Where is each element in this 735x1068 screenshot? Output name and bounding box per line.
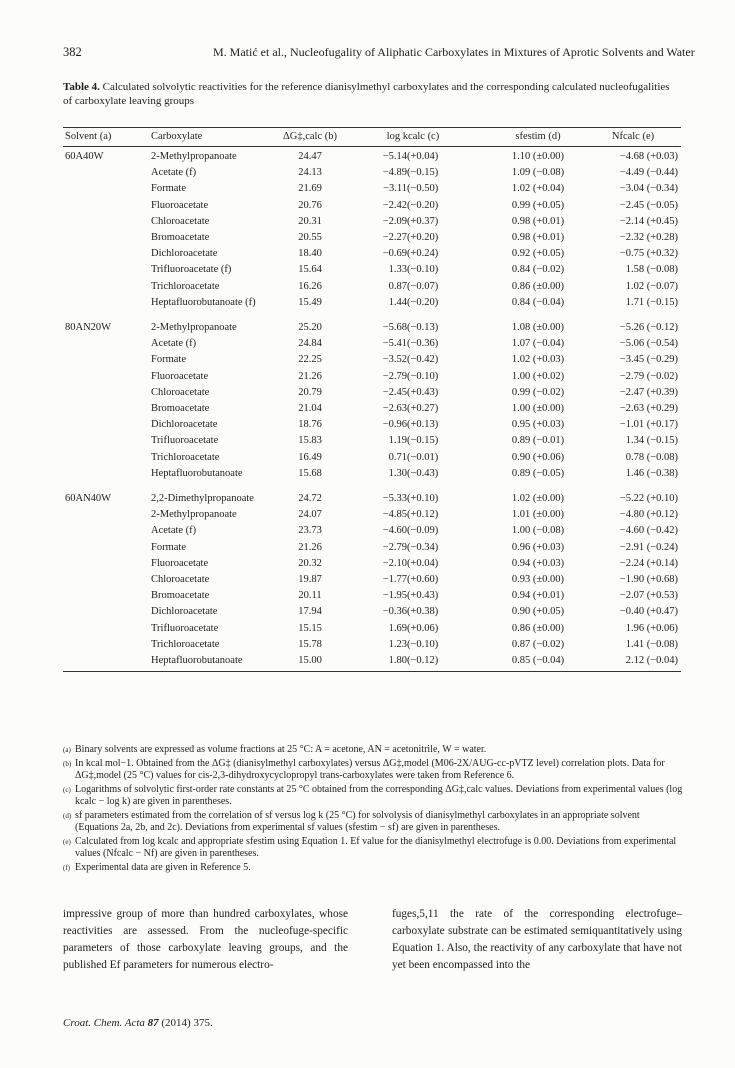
sf-cell: 0.84 (−0.02) (511, 264, 565, 276)
table-label: Table 4. (63, 81, 100, 93)
logk-value: −4.85 (382, 509, 407, 521)
logk-cell (348, 336, 478, 352)
table-row (63, 417, 681, 433)
sf-cell: 0.94 (+0.03) (511, 557, 565, 569)
logk-value: −2.79 (382, 370, 407, 382)
carboxylate-cell: Heptafluorobutanoate (151, 655, 243, 666)
nf-cell: −1.90 (+0.68) (619, 574, 678, 585)
dg-cell: 25.20 (298, 322, 322, 333)
logk-cell (348, 262, 478, 278)
sf-cell: 0.99 (−0.02) (511, 386, 565, 398)
logk-value: −0.96 (382, 419, 407, 431)
nf-cell: −2.07 (+0.53) (619, 590, 678, 602)
running-title: M. Matić et al., Nucleofugality of Aliphatic Carboxylates in Mixtures of Aprotic Solvents and Water (213, 45, 695, 59)
logk-deviation: (−0.10) (407, 264, 439, 276)
logk-cell (348, 198, 478, 214)
logk-cell (348, 352, 478, 368)
solvent-cell: 80AN20W (65, 322, 112, 333)
carboxylate-cell: Heptafluorobutanoate (151, 467, 243, 479)
dg-cell: 24.72 (298, 493, 322, 504)
nf-cell: 2.12 (−0.04) (625, 655, 678, 666)
sf-cell: 1.00 (±0.00) (511, 403, 565, 414)
carboxylate-cell: Fluoroacetate (151, 557, 209, 569)
footnote-text: In kcal mol−1. Obtained from the ΔG‡ (dianisylmethyl carboxylates) versus ΔG‡,model (M06-2X/AUG-cc-pVTZ level) correlation plots. Data for ΔG‡,model (25 °C) values for cis-2,3-dihydroxycyclopropyl trans-carboxylates were taken from Reference 6. (75, 757, 665, 781)
footnotes (63, 744, 683, 875)
logk-value: −1.95 (382, 590, 407, 602)
dg-cell: 20.76 (298, 199, 322, 211)
dg-cell: 17.94 (298, 606, 322, 618)
nf-cell: −1.01 (+0.17) (619, 419, 678, 431)
table-row (63, 588, 681, 604)
footnote-mark: (c) (63, 785, 71, 794)
dg-cell: 24.47 (298, 151, 322, 162)
logk-cell (348, 433, 478, 449)
caption-text: Calculated solvolytic reactivities for the reference dianisylmethyl carboxylates and the corresponding calculated nucleofugalities of carboxylate leaving groups (63, 81, 670, 107)
dg-cell: 21.26 (298, 370, 322, 382)
sf-cell: 0.98 (+0.01) (511, 232, 565, 243)
nf-cell: −5.22 (+0.10) (619, 493, 678, 504)
logk-value: 1.44 (388, 296, 407, 308)
logk-deviation: (+0.38) (407, 606, 439, 618)
logk-deviation: (−0.01) (407, 451, 439, 463)
dg-cell: 21.04 (298, 403, 322, 414)
logk-deviation: (−0.42) (407, 354, 439, 366)
dg-cell: 15.64 (298, 264, 322, 276)
carboxylate-cell: 2-Methylpropanoate (151, 509, 237, 521)
sf-cell: 1.07 (−0.04) (511, 338, 565, 350)
nf-cell: 1.34 (−0.15) (625, 435, 678, 447)
logk-deviation: (−0.43) (407, 467, 439, 479)
sf-cell: 1.10 (±0.00) (511, 151, 565, 162)
carboxylate-cell: Trifluoroacetate (151, 435, 219, 447)
carboxylate-cell: Formate (151, 354, 186, 366)
dg-cell: 24.07 (298, 509, 322, 521)
carboxylate-cell: Fluoroacetate (151, 199, 209, 211)
logk-deviation: (+0.13) (407, 419, 439, 431)
table-row (63, 295, 681, 311)
footnote (63, 810, 683, 835)
logk-value: −2.63 (382, 403, 407, 414)
sf-cell: 1.02 (+0.03) (511, 354, 565, 366)
footnote-text: Logarithms of solvolytic first-order rate constants at 25 °C obtained from the corresponding ΔG‡,calc values. Deviations from experimental values (log kcalc − log k) are given in parentheses. (75, 783, 683, 807)
table-row (63, 149, 681, 165)
table-row (63, 604, 681, 620)
logk-cell (348, 385, 478, 401)
solvent-cell: 60A40W (65, 151, 104, 162)
logk-cell (348, 417, 478, 433)
footnote-text: sf parameters estimated from the correlation of sf versus log k (25 °C) for solvolysis of dianisylmethyl carboxylates in an appropriate solvent (Equations 2a, 2b, and 2c). Deviations from experimental sf values (sfestim − sf) are given in parentheses. (75, 809, 640, 833)
header-logk: log kcalc (c) (386, 131, 440, 142)
nf-cell: 1.02 (−0.07) (625, 280, 678, 292)
dg-cell: 15.78 (298, 638, 322, 650)
carboxylate-cell: Heptafluorobutanoate (f) (151, 296, 256, 308)
sf-cell: 1.08 (±0.00) (511, 322, 565, 333)
sf-cell: 1.00 (−0.08) (511, 525, 565, 537)
logk-deviation: (−0.34) (407, 541, 439, 553)
table-row (63, 262, 681, 278)
table-row (63, 369, 681, 385)
dg-cell: 23.73 (298, 525, 322, 537)
dg-cell: 24.13 (298, 167, 322, 179)
table-row (63, 165, 681, 181)
carboxylate-cell: 2-Methylpropanoate (151, 322, 237, 333)
sf-cell: 0.92 (+0.05) (511, 248, 565, 260)
sf-cell: 1.09 (−0.08) (511, 167, 565, 179)
sf-cell: 0.98 (+0.01) (511, 215, 565, 227)
logk-deviation: (−0.50) (407, 183, 439, 195)
table-row (63, 385, 681, 401)
nf-cell: −4.80 (+0.12) (619, 509, 678, 521)
logk-deviation: (+0.10) (407, 493, 439, 504)
logk-value: −2.09 (382, 215, 407, 227)
table-row (63, 279, 681, 295)
dg-cell: 22.25 (298, 354, 322, 366)
body-text-right: fuges,5,11 the rate of the corresponding electrofuge–carboxylate substrate can be estimated semiquantitatively using Equation 1. Also, the reactivity of any carboxylate that have not yet been encompassed into the (392, 908, 682, 971)
nf-cell: −2.32 (+0.28) (619, 232, 678, 243)
dg-cell: 24.84 (298, 338, 322, 350)
logk-deviation: (−0.15) (407, 167, 439, 179)
table-row (63, 572, 681, 588)
carboxylate-cell: Fluoroacetate (151, 370, 209, 382)
carboxylate-cell: Formate (151, 183, 186, 195)
table-row (63, 491, 681, 507)
nf-cell: −2.47 (+0.39) (619, 386, 678, 398)
carboxylate-cell: Trichloroacetate (151, 451, 220, 463)
table-row (63, 401, 681, 417)
logk-value: −2.27 (382, 232, 407, 243)
sf-cell: 0.94 (+0.01) (511, 590, 565, 602)
footer-journal: Croat. Chem. Acta (63, 1017, 145, 1029)
nf-cell: 0.78 (−0.08) (625, 451, 678, 463)
footnote (63, 784, 683, 809)
dg-cell: 16.26 (298, 280, 322, 292)
sf-cell: 0.96 (+0.03) (511, 541, 565, 553)
logk-cell (348, 604, 478, 620)
carboxylate-cell: Chloroacetate (151, 386, 210, 398)
logk-deviation: (+0.06) (407, 622, 439, 634)
footer-rest: (2014) 375. (161, 1017, 213, 1029)
logk-deviation: (−0.36) (407, 338, 439, 350)
nf-cell: −2.14 (+0.45) (619, 215, 678, 227)
dg-cell: 15.00 (298, 655, 322, 666)
logk-cell (348, 653, 478, 669)
logk-value: −4.89 (382, 167, 407, 179)
table-row (63, 507, 681, 523)
table-row (63, 523, 681, 539)
footnote (63, 836, 683, 861)
nf-cell: −4.60 (−0.42) (619, 525, 678, 537)
header-solvent: Solvent (a) (65, 131, 112, 142)
logk-deviation: (−0.07) (407, 280, 439, 292)
logk-value: −2.45 (382, 386, 407, 398)
footnote-text: Calculated from log kcalc and appropriate sfestim using Equation 1. Ef value for the dianisylmethyl electrofuge is 0.00. Deviations from experimental values (Nfcalc − Nf) are given in parentheses. (75, 835, 677, 859)
logk-deviation: (+0.60) (407, 574, 439, 585)
dg-cell: 18.40 (298, 248, 322, 260)
sf-cell: 1.00 (+0.02) (511, 370, 565, 382)
header-carboxylate: Carboxylate (151, 131, 203, 142)
carboxylate-cell: Trichloroacetate (151, 280, 220, 292)
logk-deviation: (+0.12) (407, 509, 439, 521)
carboxylate-cell: Trifluoroacetate (f) (151, 264, 232, 276)
logk-value: −0.69 (382, 248, 407, 260)
footnote-mark: (d) (63, 811, 72, 820)
table-row (63, 540, 681, 556)
logk-value: 0.71 (388, 451, 407, 463)
logk-value: 1.19 (388, 435, 407, 447)
header-nf: Nfcalc (e) (611, 131, 655, 142)
carboxylate-cell: Bromoacetate (151, 590, 210, 602)
table-row (63, 320, 681, 336)
logk-value: 1.69 (388, 622, 407, 634)
dg-cell: 20.55 (298, 232, 322, 243)
logk-cell (348, 181, 478, 197)
dg-cell: 21.26 (298, 541, 322, 553)
logk-cell (348, 621, 478, 637)
carboxylate-cell: Chloroacetate (151, 574, 210, 585)
nf-cell: −3.04 (−0.34) (619, 183, 678, 195)
solvent-cell: 60AN40W (65, 493, 112, 504)
logk-cell (348, 507, 478, 523)
logk-value: −3.52 (382, 354, 407, 366)
sf-cell: 0.89 (−0.05) (511, 467, 565, 479)
footer-volume: 87 (147, 1017, 159, 1029)
logk-cell (348, 450, 478, 466)
footnote (63, 758, 683, 783)
logk-value: −2.10 (382, 557, 407, 569)
carboxylate-cell: Trifluoroacetate (151, 622, 219, 634)
carboxylate-cell: Dichloroacetate (151, 419, 218, 431)
logk-cell (348, 230, 478, 246)
sf-cell: 0.85 (−0.04) (511, 655, 565, 666)
nf-cell: −2.45 (−0.05) (619, 199, 678, 211)
sf-cell: 0.87 (−0.02) (511, 638, 565, 650)
nf-cell: 1.41 (−0.08) (625, 638, 678, 650)
carboxylate-cell: Dichloroacetate (151, 248, 218, 260)
logk-value: 1.80 (388, 655, 407, 666)
nf-cell: −0.40 (+0.47) (619, 606, 678, 618)
nf-cell: 1.71 (−0.15) (625, 296, 678, 308)
logk-value: 1.23 (388, 638, 407, 650)
dg-cell: 15.15 (298, 622, 322, 634)
header-dg: ΔG‡,calc (b) (283, 131, 337, 142)
nf-cell: −4.49 (−0.44) (619, 167, 678, 179)
logk-cell (348, 295, 478, 311)
logk-value: −0.36 (382, 606, 407, 618)
logk-deviation: (+0.24) (407, 248, 439, 260)
logk-deviation: (−0.10) (407, 370, 439, 382)
logk-deviation: (−0.15) (407, 435, 439, 447)
nf-cell: 1.46 (−0.38) (625, 467, 678, 479)
sf-cell: 0.90 (+0.05) (511, 606, 565, 618)
nf-cell: 1.96 (+0.06) (625, 622, 678, 634)
logk-cell (348, 149, 478, 165)
sf-cell: 0.95 (+0.03) (511, 419, 565, 431)
footnote (63, 862, 683, 875)
logk-deviation: (−0.09) (407, 525, 439, 537)
footer-citation (63, 1017, 213, 1029)
carboxylate-cell: 2-Methylpropanoate (151, 151, 237, 162)
carboxylate-cell: 2,2-Dimethylpropanoate (151, 493, 254, 504)
carboxylate-cell: Dichloroacetate (151, 606, 218, 618)
sf-cell: 1.02 (±0.00) (511, 493, 565, 504)
sf-cell: 0.99 (+0.05) (511, 199, 565, 211)
table-row (63, 230, 681, 246)
nf-cell: −2.63 (+0.29) (619, 403, 678, 414)
footnote-mark: (a) (63, 746, 71, 754)
logk-value: −3.11 (383, 183, 407, 195)
carboxylate-cell: Trichloroacetate (151, 638, 220, 650)
sf-cell: 0.93 (±0.00) (511, 574, 565, 585)
logk-value: 1.33 (388, 264, 407, 276)
table-row (63, 621, 681, 637)
nf-cell: −3.45 (−0.29) (619, 354, 678, 366)
dg-cell: 18.76 (298, 419, 322, 431)
header-sf: sfestim (d) (515, 131, 561, 142)
nf-cell: −2.79 (−0.02) (619, 370, 678, 382)
carboxylate-cell: Acetate (f) (151, 167, 197, 179)
footnote (63, 744, 683, 757)
table-row (63, 336, 681, 352)
sf-cell: 0.90 (+0.06) (511, 451, 565, 463)
nf-cell: −5.06 (−0.54) (619, 338, 678, 350)
logk-value: −1.77 (382, 574, 407, 585)
carboxylate-cell: Acetate (f) (151, 525, 197, 537)
logk-deviation: (+0.37) (407, 215, 439, 227)
logk-cell (348, 556, 478, 572)
logk-value: 1.30 (388, 467, 407, 479)
logk-value: −5.14 (382, 151, 407, 162)
table-top-rule (63, 127, 681, 128)
page-header (63, 45, 695, 61)
sf-cell: 0.86 (±0.00) (511, 622, 565, 634)
logk-deviation: (−0.10) (407, 638, 439, 650)
footnote-text: Experimental data are given in Reference 5. (75, 861, 251, 873)
table-bottom-rule (63, 671, 681, 672)
table-row (63, 653, 681, 669)
nf-cell: −4.68 (+0.03) (619, 151, 678, 162)
logk-deviation: (−0.20) (407, 199, 439, 211)
logk-deviation: (+0.43) (407, 590, 439, 602)
logk-deviation: (−0.13) (407, 322, 439, 333)
logk-cell (348, 466, 478, 482)
table-header-rule (63, 146, 681, 147)
logk-cell (348, 588, 478, 604)
body-text-left: impressive group of more than hundred carboxylates, whose reactivities are assessed. From the nucleofuge-specific parameters of those carboxylate leaving groups, and the published Ef parameters for numerous electro- (63, 908, 348, 971)
carboxylate-cell: Acetate (f) (151, 338, 197, 350)
logk-cell (348, 491, 478, 507)
logk-cell (348, 523, 478, 539)
table-row (63, 246, 681, 262)
page-number: 382 (63, 45, 82, 59)
logk-value: 0.87 (388, 280, 407, 292)
sf-cell: 0.84 (−0.04) (511, 296, 565, 308)
nf-cell: −2.91 (−0.24) (619, 541, 678, 553)
logk-deviation: (−0.20) (407, 296, 439, 308)
carboxylate-cell: Bromoacetate (151, 403, 210, 414)
dg-cell: 20.31 (298, 215, 322, 227)
carboxylate-cell: Formate (151, 541, 186, 553)
carboxylate-cell: Chloroacetate (151, 215, 210, 227)
table-row (63, 450, 681, 466)
logk-cell (348, 572, 478, 588)
logk-value: −5.33 (382, 493, 407, 504)
logk-cell (348, 401, 478, 417)
table-row (63, 556, 681, 572)
dg-cell: 19.87 (298, 574, 322, 585)
logk-value: −4.60 (382, 525, 407, 537)
table-row (63, 198, 681, 214)
sf-cell: 0.86 (±0.00) (511, 280, 565, 292)
logk-cell (348, 165, 478, 181)
footnote-text: Binary solvents are expressed as volume fractions at 25 °C: A = acetone, AN = acetonitrile, W = water. (75, 744, 487, 755)
dg-cell: 15.83 (298, 435, 322, 447)
logk-cell (348, 214, 478, 230)
logk-cell (348, 279, 478, 295)
logk-value: −2.79 (382, 541, 407, 553)
sf-cell: 1.02 (+0.04) (511, 183, 565, 195)
logk-cell (348, 246, 478, 262)
dg-cell: 15.68 (298, 467, 322, 479)
dg-cell: 20.79 (298, 386, 322, 398)
nf-cell: −0.75 (+0.32) (619, 248, 678, 260)
table-row (63, 466, 681, 482)
logk-cell (348, 540, 478, 556)
nf-cell: −2.24 (+0.14) (619, 557, 678, 569)
dg-cell: 15.49 (298, 296, 322, 308)
table-row (63, 214, 681, 230)
logk-value: −2.42 (382, 199, 407, 211)
dg-cell: 16.49 (298, 451, 322, 463)
table-row (63, 352, 681, 368)
logk-cell (348, 320, 478, 336)
logk-deviation: (−0.12) (407, 655, 439, 666)
sf-cell: 1.01 (±0.00) (511, 509, 565, 521)
sf-cell: 0.89 (−0.01) (511, 435, 565, 447)
logk-deviation: (+0.04) (407, 557, 439, 569)
table-row (63, 181, 681, 197)
logk-deviation: (+0.43) (407, 386, 439, 398)
nf-cell: 1.58 (−0.08) (625, 264, 678, 276)
logk-value: −5.68 (382, 322, 407, 333)
dg-cell: 20.11 (298, 590, 322, 602)
logk-cell (348, 637, 478, 653)
footnote-mark: (f) (63, 863, 70, 872)
logk-cell (348, 369, 478, 385)
logk-value: −5.41 (382, 338, 407, 350)
table-row (63, 637, 681, 653)
logk-deviation: (+0.04) (407, 151, 439, 162)
logk-deviation: (+0.20) (407, 232, 439, 243)
dg-cell: 20.32 (298, 557, 322, 569)
table-row (63, 433, 681, 449)
dg-cell: 21.69 (298, 183, 322, 195)
footnote-mark: (e) (63, 837, 71, 846)
carboxylate-cell: Bromoacetate (151, 232, 210, 243)
logk-deviation: (+0.27) (407, 403, 439, 414)
table-caption (63, 80, 681, 108)
table-header-row (63, 129, 681, 145)
nf-cell: −5.26 (−0.12) (619, 322, 678, 333)
footnote-mark: (b) (63, 759, 72, 768)
